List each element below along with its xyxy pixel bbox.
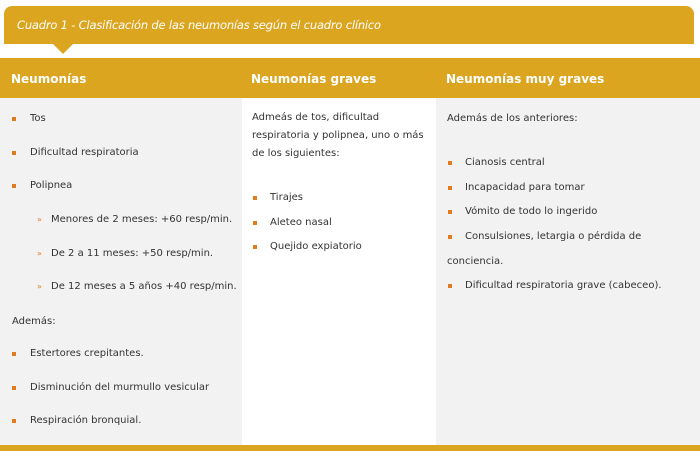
- list-item-continuation: conciencia.: [447, 256, 504, 267]
- ademas-label: Además:: [12, 316, 56, 327]
- bullet-icon: [12, 151, 16, 155]
- bullet-icon: [448, 210, 452, 214]
- bullet-icon: [448, 161, 452, 165]
- bullet-icon: [12, 386, 16, 390]
- list-item: Dificultad respiratoria: [30, 147, 139, 158]
- sub-bullet-icon: »: [37, 282, 42, 291]
- list-item: Vómito de todo lo ingerido: [465, 206, 598, 217]
- bullet-icon: [253, 245, 257, 249]
- sub-list-item: Menores de 2 meses: +60 resp/min.: [51, 214, 233, 225]
- list-item: Quejido expiatorio: [270, 241, 362, 252]
- table-bottom-border: [0, 445, 700, 451]
- sub-bullet-icon: »: [37, 215, 42, 224]
- table-header-row: [0, 58, 700, 98]
- bullet-icon: [12, 419, 16, 423]
- list-item: Aleteo nasal: [270, 217, 332, 228]
- bullet-icon: [12, 352, 16, 356]
- column-neumonias-muy-graves: [436, 98, 700, 445]
- list-item: Tos: [30, 113, 46, 124]
- intro-line: de los siguientes:: [252, 148, 340, 159]
- list-item: Incapacidad para tomar: [465, 182, 585, 193]
- bullet-icon: [448, 186, 452, 190]
- bullet-icon: [12, 117, 16, 121]
- bullet-icon: [448, 235, 452, 239]
- list-item: Dificultad respiratoria grave (cabeceo).: [465, 280, 662, 291]
- bullet-icon: [448, 284, 452, 288]
- sub-list-item: De 2 a 11 meses: +50 resp/min.: [51, 248, 214, 259]
- bullet-icon: [253, 221, 257, 225]
- list-item: Consulsiones, letargia o pérdida de: [465, 231, 642, 242]
- list-item: Estertores crepitantes.: [30, 348, 144, 359]
- list-item: Polipnea: [30, 180, 73, 191]
- intro-text: Además de los anteriores:: [447, 113, 578, 124]
- header-neumonias: Neumonías: [11, 72, 87, 86]
- header-neumonias-graves: Neumonías graves: [251, 72, 377, 86]
- intro-line: respiratoria y polipnea, uno o más: [252, 130, 424, 141]
- caption-pointer: [53, 44, 73, 54]
- list-item: Tirajes: [270, 192, 303, 203]
- sub-bullet-icon: »: [37, 249, 42, 258]
- sub-list-item: De 12 meses a 5 años +40 resp/min.: [51, 281, 237, 292]
- list-item: Cianosis central: [465, 157, 545, 168]
- list-item: Disminución del murmullo vesicular: [30, 382, 210, 393]
- header-neumonias-muy-graves: Neumonías muy graves: [446, 72, 605, 86]
- list-item: Respiración bronquial.: [30, 415, 142, 426]
- table-caption-bar: [4, 6, 694, 44]
- bullet-icon: [253, 196, 257, 200]
- table-caption: Cuadro 1 - Clasificación de las neumonías según el cuadro clínico: [17, 18, 381, 32]
- bullet-icon: [12, 184, 16, 188]
- intro-line: Admeás de tos, dificultad: [252, 112, 380, 123]
